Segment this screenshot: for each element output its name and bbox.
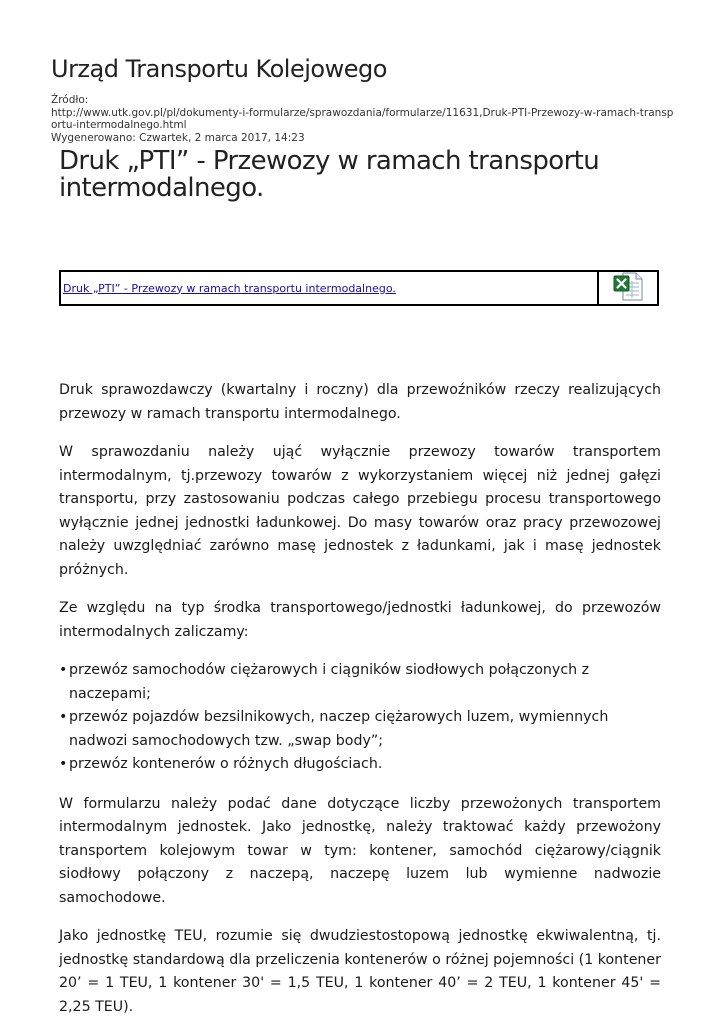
transport-types-list (59, 659, 661, 777)
paragraph-teu: Jako jednostkę TEU, rozumie się dwudziestostopową jednostkę ekwiwalentną, tj. jednostkę standardową dla przeliczenia kontenerów o różnej pojemności (1 kontener 20’ = 1 TEU, 1 kontener 30' = 1,5 TEU, 1 kontener 40’ = 2 TEU, 1 kontener 45' = 2,25 TEU). (59, 928, 661, 1015)
paragraph-units: W formularzu należy podać dane dotyczące liczby przewożonych transportem intermodalnym jednostek. Jako jednostkę, należy traktować każdy przewożony transportem kolejowym towar w tym: kontener, samochód ciężarowy/ciągnik siodłowy połączony z naczepą, naczepę luzem lub wymienne nadwozie samochodowe. (59, 795, 661, 906)
generated-timestamp: Wygenerowano: Czwartek, 2 marca 2017, 14:23 (51, 131, 305, 144)
source-url-line-2: ortu-intermodalnego.html (51, 119, 187, 131)
attachment-icon-cell (599, 272, 657, 304)
paragraph-scope: W sprawozdaniu należy ująć wyłącznie przewozy towarów transportem intermodalnym, tj.przewozy towarów z wykorzystaniem więcej niż jednej gałęzi transportu, przy zastosowaniu podczas całego przebiegu procesu transportowego wyłącznie jednej jednostki ładunkowej. Do masy towarów oraz pracy przewozowej należy uwzględniać zarówno masę jednostek z ładunkami, jak i masę jednostek próżnych. (59, 444, 661, 578)
paragraph-types-intro: Ze względu na typ środka transportowego/jednostki ładunkowej, do przewozów intermodalnych zaliczamy: (59, 600, 661, 640)
document-body (59, 379, 661, 1034)
attachment-link-cell (61, 272, 599, 304)
list-item: • przewóz pojazdów bezsilnikowych, naczep ciężarowych luzem, wymiennych nadwozi samochodowych tzw. „swap body”; (59, 706, 661, 753)
source-label: Źródło: (51, 94, 89, 106)
excel-file-icon[interactable] (613, 271, 643, 305)
list-item: • przewóz samochodów ciężarowych i ciągników siodłowych połączonych z naczepami; (59, 659, 661, 706)
site-title: Urząd Transportu Kolejowego (51, 55, 387, 83)
page-title: Druk „PTI” - Przewozy w ramach transportu intermodalnego. (59, 146, 600, 203)
source-info (51, 94, 676, 144)
attachment-table (59, 270, 659, 306)
paragraph-intro: Druk sprawozdawczy (kwartalny i roczny) dla przewoźników rzeczy realizujących przewozy w ramach transportu intermodalnego. (59, 382, 661, 422)
attachment-link[interactable]: Druk „PTI” - Przewozy w ramach transportu intermodalnego. (63, 281, 396, 295)
list-item: • przewóz kontenerów o różnych długościach. (59, 753, 661, 777)
source-url-line-1: http://www.utk.gov.pl/pl/dokumenty-i-formularze/sprawozdania/formularze/11631,Druk-PTI-Przewozy-w-ramach-transp (51, 106, 674, 119)
